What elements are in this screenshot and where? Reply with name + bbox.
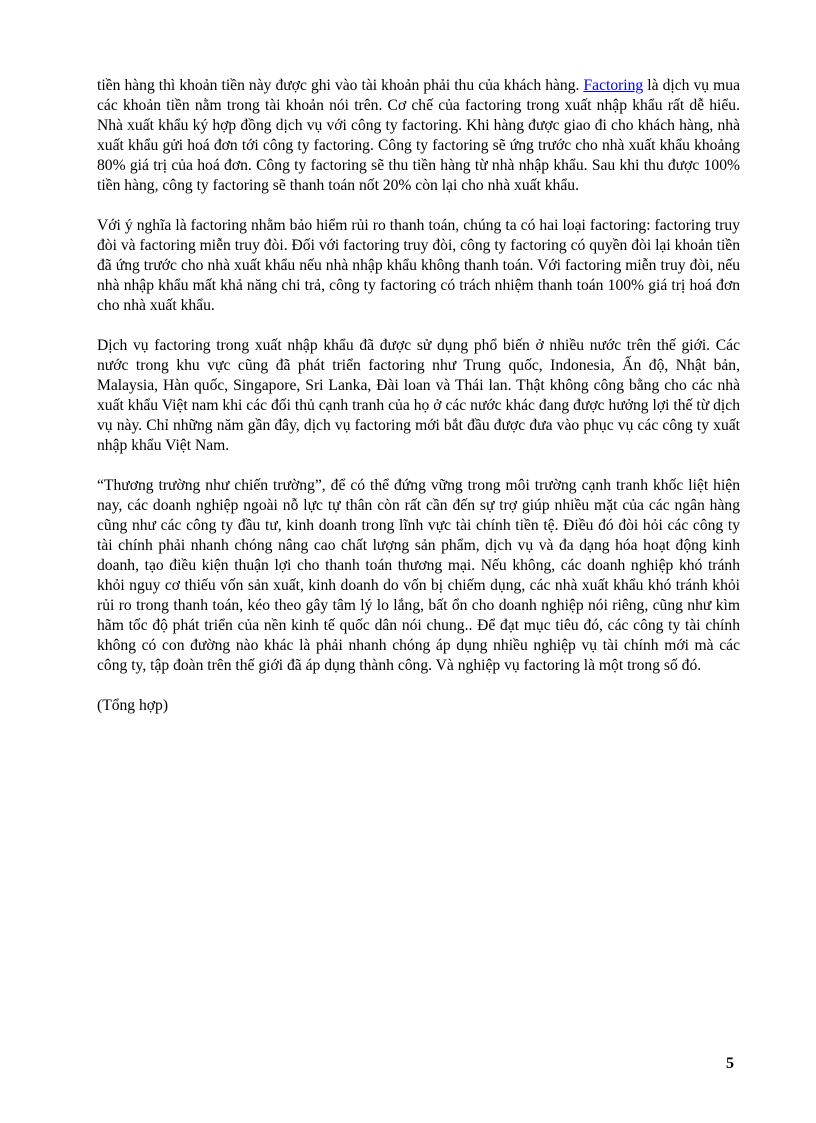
paragraph-source: (Tổng hợp) [97,697,169,714]
paragraph-factoring-adoption: Dịch vụ factoring trong xuất nhập khẩu đã được sử dụng phổ biến ở nhiều nước trên thế giới. Các nước trong khu vực cũng đã phát triển factoring như Trung quốc, Indonesia, Ấn độ, Nhật bản, Malaysia, Hàn quốc, Singapore, Sri Lanka, Đài loan và Thái lan. Thật không công bằng cho các nhà xuất khẩu Việt nam khi các đối thủ cạnh tranh của họ ở các nước khác đang được hưởng lợi thế từ dịch vụ này. Chỉ những năm gần đây, dịch vụ factoring mới bắt đầu được đưa vào phục vụ các công ty xuất nhập khẩu Việt Nam. [97,337,740,454]
paragraph-factoring-types: Với ý nghĩa là factoring nhằm bảo hiểm rủi ro thanh toán, chúng ta có hai loại factoring: factoring truy đòi và factoring miễn truy đòi. Đối với factoring truy đòi, công ty factoring có quyền đòi lại khoản tiền đã ứng trước cho nhà xuất khẩu nếu nhà nhập khẩu không thanh toán. Với factoring miễn truy đòi, nếu nhà nhập khẩu mất khả năng chi trả, công ty factoring có trách nhiệm thanh toán 100% giá trị hoá đơn cho nhà xuất khẩu. [97,217,740,314]
paragraph-market-competition: “Thương trường như chiến trường”, để có thể đứng vững trong môi trường cạnh tranh khốc liệt hiện nay, các doanh nghiệp ngoài nỗ lực tự thân còn rất cần đến sự trợ giúp nhiều mặt của các ngân hàng cũng như các công ty đầu tư, kinh doanh trong lĩnh vực tài chính tiền tệ. Điều đó đòi hỏi các công ty tài chính phải nhanh chóng nâng cao chất lượng sản phẩm, dịch vụ và đa dạng hóa hoạt động kinh doanh, tạo điều kiện thuận lợi cho thanh toán thương mại. Nếu không, các doanh nghiệp khó tránh khỏi nguy cơ thiếu vốn sản xuất, kinh doanh do vốn bị chiếm dụng, các nhà xuất khẩu khó tránh khỏi rủi ro trong thanh toán, kéo theo gây tâm lý lo lắng, bất ổn cho doanh nghiệp nói riêng, cũng như kìm hãm tốc độ phát triển của nền kinh tế quốc dân nói chung.. Để đạt mục tiêu đó, các công ty tài chính không có con đường nào khác là phải nhanh chóng áp dụng nhiều nghiệp vụ tài chính mới mà các công ty, tập đoàn trên thế giới đã áp dụng thành công. Và nghiệp vụ factoring là một trong số đó. [97,477,740,674]
paragraph-text: là dịch vụ mua các khoản tiền nằm trong tài khoản nói trên. Cơ chế của factoring trong xuất nhập khẩu rất dễ hiểu. Nhà xuất khẩu ký hợp đồng dịch vụ với công ty factoring. Khi hàng được giao đi cho khách hàng, nhà xuất khẩu gửi hoá đơn tới công ty factoring. Công ty factoring sẽ ứng trước cho nhà xuất khẩu khoảng 80% giá trị của hoá đơn. Công ty factoring sẽ thu tiền hàng từ nhà nhập khẩu. Sau khi thu được 100% tiền hàng, công ty factoring sẽ thanh toán nốt 20% còn lại cho nhà xuất khẩu. [97,77,740,194]
paragraph-text: tiền hàng thì khoản tiền này được ghi vào tài khoản phải thu của khách hàng. [97,77,584,94]
page-number: 5 [726,1055,734,1072]
paragraph-factoring-mechanism [97,76,740,196]
factoring-link[interactable]: Factoring [583,77,644,94]
document-page [97,76,740,736]
